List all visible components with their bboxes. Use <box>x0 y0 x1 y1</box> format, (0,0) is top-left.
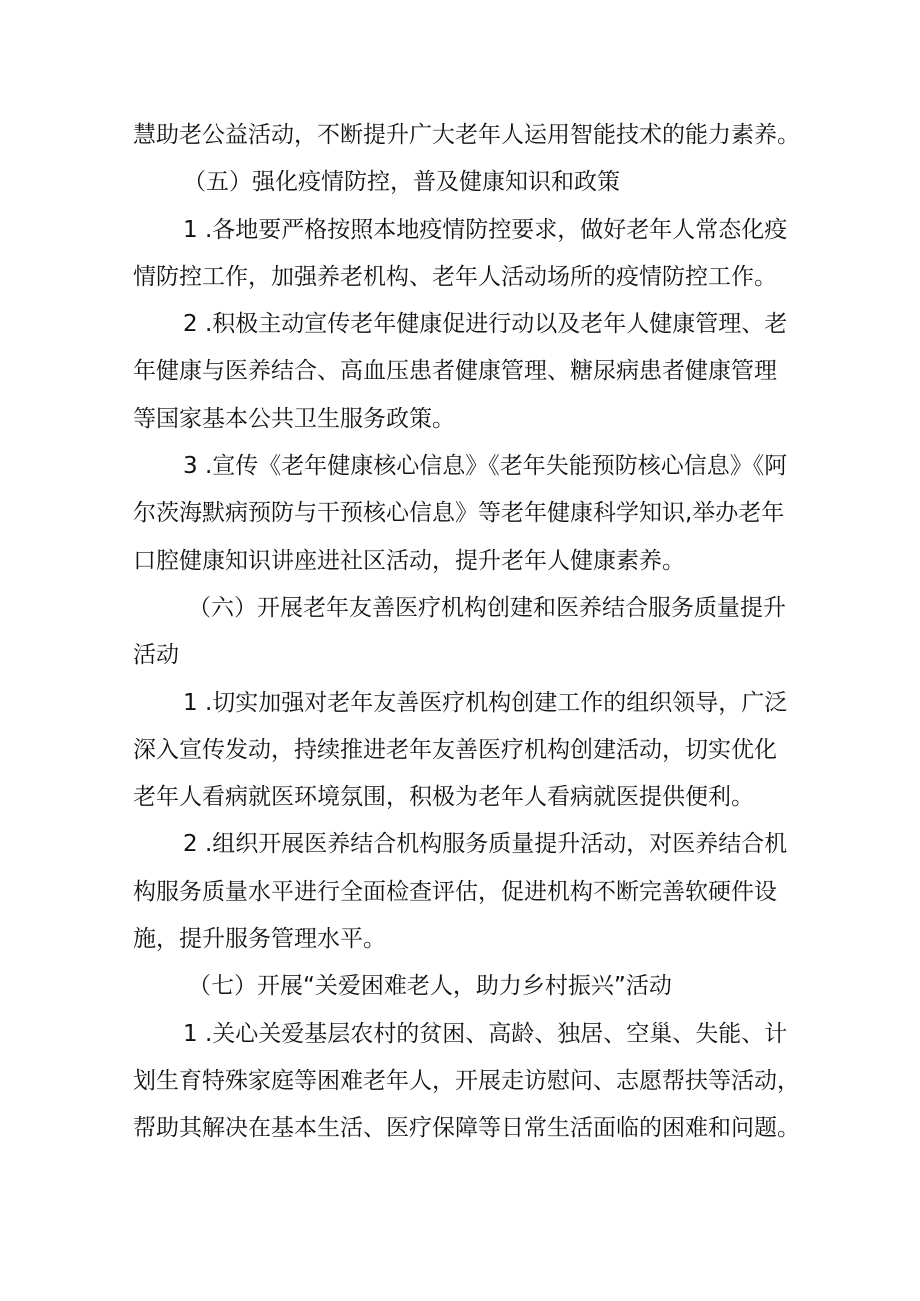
text-line: 尔茨海默病预防与干预核心信息》等老年健康科学知识,举办老年 <box>133 500 785 527</box>
section-heading: （六）开展老年友善医疗机构创建和医养结合服务质量提升 <box>188 594 786 621</box>
section-heading: （七）开展“关爱困难老人，助力乡村振兴”活动 <box>188 973 672 1000</box>
text-line: 1 .各地要严格按照本地疫情防控要求，做好老年人常态化疫 <box>183 216 788 243</box>
text-line: 慧助老公益活动，不断提升广大老年人运用智能技术的能力素养。 <box>133 122 800 148</box>
text-line: 3 .宣传《老年健康核心信息》《老年失能预防核心信息》《阿 <box>183 453 788 480</box>
text-line: 等国家基本公共卫生服务政策。 <box>133 405 455 432</box>
text-line: 1 .切实加强对老年友善医疗机构创建工作的组织领导，广泛 <box>183 689 788 716</box>
text-line: 情防控工作，加强养老机构、老年人活动场所的疫情防控工作。 <box>133 263 777 290</box>
section-heading-continuation: 活动 <box>133 642 179 669</box>
text-line: 2 .积极主动宣传老年健康促进行动以及老年人健康管理、老 <box>183 311 788 338</box>
document-body <box>133 112 800 1153</box>
text-line: 2 .组织开展医养结合机构服务质量提升活动，对医养结合机 <box>183 831 788 858</box>
text-line: 1 .关心关爱基层农村的贫困、高龄、独居、空巢、失能、计 <box>183 1020 788 1047</box>
text-line: 帮助其解决在基本生活、医疗保障等日常生活面临的困难和问题。 <box>133 1115 800 1142</box>
section-heading: （五）强化疫情防控，普及健康知识和政策 <box>183 169 620 196</box>
text-line: 构服务质量水平进行全面检查评估，促进机构不断完善软硬件设 <box>133 878 777 905</box>
text-line: 划生育特殊家庭等困难老年人，开展走访慰问、志愿帮扶等活动， <box>133 1067 800 1094</box>
text-line: 施，提升服务管理水平。 <box>133 926 386 953</box>
text-line: 老年人看病就医环境氛围，积极为老年人看病就医提供便利。 <box>133 784 754 811</box>
text-line: 深入宣传发动，持续推进老年友善医疗机构创建活动，切实优化 <box>133 736 777 763</box>
text-line: 年健康与医养结合、高血压患者健康管理、糖尿病患者健康管理 <box>133 358 777 385</box>
text-line: 口腔健康知识讲座进社区活动，提升老年人健康素养。 <box>133 547 685 574</box>
